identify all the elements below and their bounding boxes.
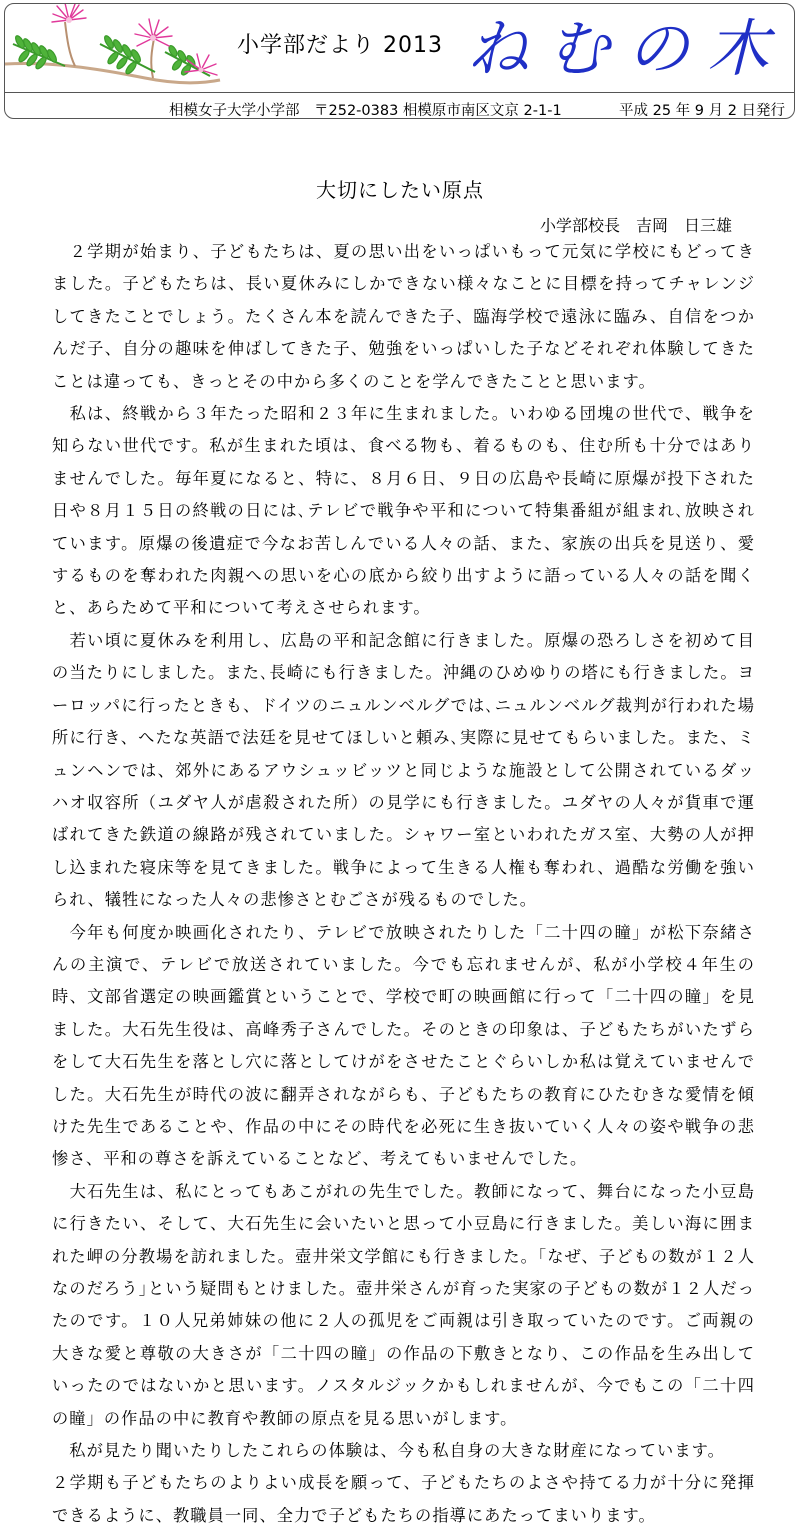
paragraph: 大石先生は、私にとってもあこがれの先生でした。教師になって、舞台になった小豆島に行きたい、そして、大石先生に会いたいと思って小豆島に行きました。美しい海に囲まれた岬の分教場を訪れました。壺井栄文学館にも行きました。｢なぜ、子どもの数が１２人なのだろう｣という疑問もとけました。壺井栄さんが育った実家の子どもの数が１２人だったのです。１０人兄弟姉妹の他に２人の孤児をご両親は引き取っていたのです。ご両親の大きな愛と尊敬の大きさが「二十四の瞳」の作品の下敷きとなり、この作品を生み出していったのではないかと思います。ノスタルジックかもしれませんが、今でもこの「二十四の瞳」の作品の中に教育や教師の原点を見る思いがします。 xyxy=(52,1181,755,1428)
article-author: 小学部校長 吉岡 日三雄 xyxy=(540,216,733,235)
issue-date: 平成 25 年 9 月 2 日発行 xyxy=(619,103,786,119)
newsletter-name: ねむの木 xyxy=(467,12,788,85)
paragraph: 若い頃に夏休みを利用し、広島の平和記念館に行きました。原爆の恐ろしさを初めて目の当たりにしました。また､長崎にも行きました。沖縄のひめゆりの塔にも行きました。ヨーロッパに行ったときも、ドイツのニュルンベルグでは､ニュルンベルグ裁判が行われた場所に行き、へたな英語で法廷を見せてほしいと頼み､実際に見せてもらいました。また、ミュンヘンでは、郊外にあるアウシュッビッツと同じような施設として公開されているダッハオ収容所（ユダヤ人が虐殺された所）の見学にも行きました。ユダヤの人々が貨車で運ばれてきた鉄道の線路が残されていました。シャワー室といわれたガス室、大勢の人が押し込まれた寝床等を見てきました。戦争によって生きる人権も奪われ、過酷な労働を強いられ、犠牲になった人々の悲惨さとむごさが残るものでした。 xyxy=(52,630,755,910)
article-title: 大切にしたい原点 xyxy=(316,178,484,202)
paragraph: 私は、終戦から３年たった昭和２３年に生まれました。いわゆる団塊の世代で、戦争を知らない世代です。私が生まれた頃は、食べる物も、着るものも、住む所も十分ではありませんでした。毎年夏になると、特に、８月６日、９日の広島や長崎に原爆が投下された日や８月１５日の終戦の日には､テレビで戦争や平和について特集番組が組まれ､放映されています。原爆の後遺症で今なお苦しんでいる人々の話、また、家族の出兵を見送り、愛するものを奪われた肉親への思いを心の底から絞り出すように語っている人々の話を聞くと、あらためて平和について考えさせられます。 xyxy=(52,404,755,618)
paragraph: 私が見たり聞いたりしたこれらの体験は、今も私自身の大きな財産になっています。 xyxy=(52,1441,725,1461)
mimosa-flowers-illustration xyxy=(5,4,235,92)
article-body xyxy=(52,236,755,1532)
masthead xyxy=(4,3,795,119)
series-title: 小学部だより 2013 xyxy=(237,33,443,58)
paragraph: ２学期も子どもたちのよりよい成長を願って、子どもたちのよさや持てる力が十分に発揮できるように、教職員一同、全力で子どもたちの指導にあたってまいります。 xyxy=(52,1473,755,1525)
masthead-divider xyxy=(5,92,794,93)
paragraph: 今年も何度か映画化されたり、テレビで放映されたりした「二十四の瞳」が松下奈緒さんの主演で、テレビで放送されていました。今でも忘れませんが、私が小学校４年生の時、文部省選定の映画鑑賞ということで、学校で町の映画館に行って「二十四の瞳」を見ました。大石先生役は、高峰秀子さんでした。そのときの印象は、子どもたちがいたずらをして大石先生を落とし穴に落としてけがをさせたことぐらいしか私は覚えていませんでした。大石先生が時代の波に翻弄されながらも、子どもたちの教育にひたむきな愛情を傾けた先生であることや、作品の中にその時代を必死に生き抜いていく人々の姿や戦争の悲惨さ、平和の尊さを訴えていることなど、考えてもいませんでした。 xyxy=(52,922,755,1169)
paragraph: ２学期が始まり、子どもたちは、夏の思い出をいっぱいもって元気に学校にもどってきました。子どもたちは、長い夏休みにしかできない様々なことに目標を持ってチャレンジしてきたことでしょう。たくさん本を読んできた子、臨海学校で遠泳に臨み、自信をつかんだ子、自分の趣味を伸ばしてきた子、勉強をいっぱいした子などそれぞれ体験してきたことは違っても、きっとその中から多くのことを学んできたことと思います。 xyxy=(52,242,755,391)
school-address: 相模女子大学小学部 〒252-0383 相模原市南区文京 2-1-1 xyxy=(169,103,562,119)
